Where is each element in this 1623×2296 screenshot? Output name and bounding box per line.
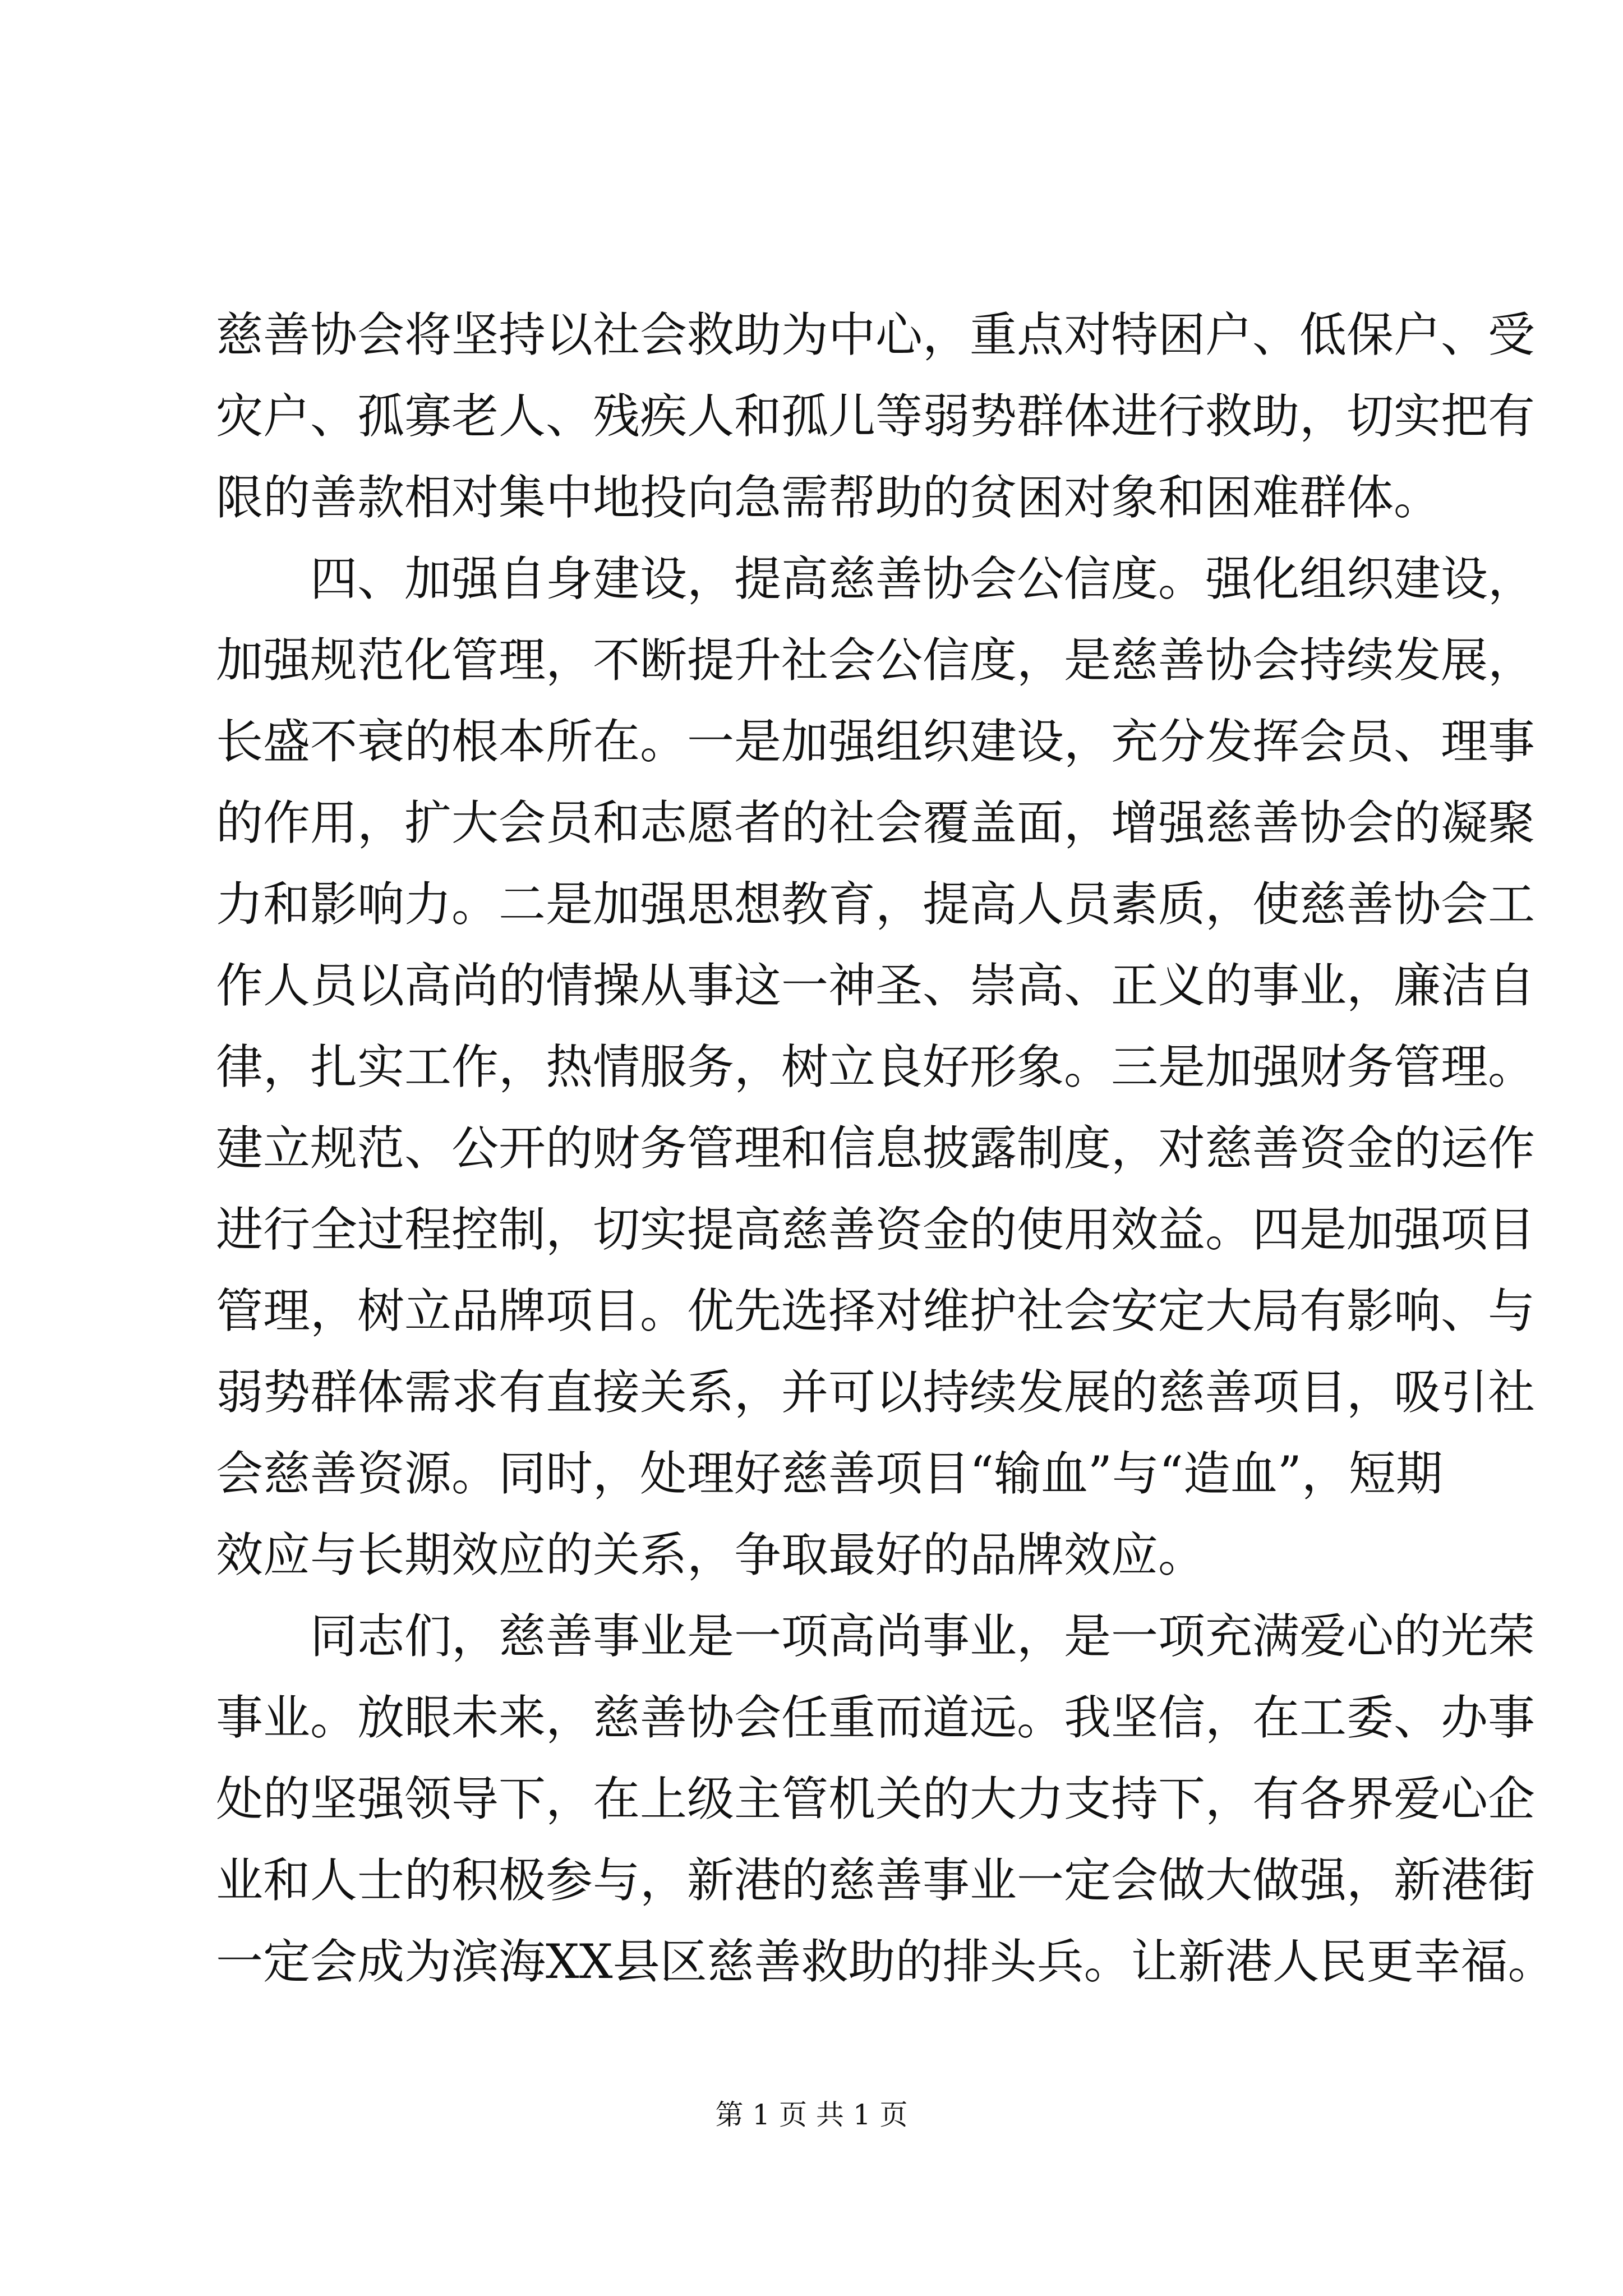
text-line: 灾户、孤寡老人、残疾人和孤儿等弱势群体进行救助，切实把有 — [216, 389, 1536, 444]
text-line: 限的善款相对集中地投向急需帮助的贫困对象和困难群体。 — [216, 470, 1441, 525]
document-body — [216, 295, 1555, 2003]
text-line: 同志们，慈善事业是一项高尚事业，是一项充满爱心的光荣 — [310, 1609, 1536, 1664]
page-number-label: 第 1 页 共 1 页 — [715, 2099, 908, 2131]
text-line: 弱势群体需求有直接关系，并可以持续发展的慈善项目，吸引社 — [216, 1365, 1536, 1420]
text-line: 进行全过程控制，切实提高慈善资金的使用效益。四是加强项目 — [216, 1202, 1536, 1257]
text-line: 长盛不衰的根本所在。一是加强组织建设，充分发挥会员、理事 — [216, 714, 1536, 769]
text-line: 管理，树立品牌项目。优先选择对维护社会安定大局有影响、与 — [216, 1283, 1536, 1338]
text-line: 业和人士的积极参与，新港的慈善事业一定会做大做强，新港街 — [216, 1853, 1536, 1908]
text-line: 事业。放眼未来，慈善协会任重而道远。我坚信，在工委、办事 — [216, 1690, 1536, 1745]
text-line: 四、加强自身建设，提高慈善协会公信度。强化组织建设， — [310, 551, 1536, 606]
page-footer — [0, 2095, 1623, 2134]
text-line: 慈善协会将坚持以社会救助为中心，重点对特困户、低保户、受 — [216, 307, 1536, 362]
text-line: 律，扎实工作，热情服务，树立良好形象。三是加强财务管理。 — [216, 1039, 1536, 1094]
text-line: 的作用，扩大会员和志愿者的社会覆盖面，增强慈善协会的凝聚 — [216, 795, 1536, 850]
text-line: 建立规范、公开的财务管理和信息披露制度，对慈善资金的运作 — [216, 1121, 1536, 1176]
text-line: 力和影响力。二是加强思想教育，提高人员素质，使慈善协会工 — [216, 877, 1536, 932]
paragraph — [216, 1596, 1555, 2003]
paragraph — [216, 539, 1536, 1596]
text-line: 效应与长期效应的关系，争取最好的品牌效应。 — [216, 1527, 1206, 1582]
paragraph — [216, 295, 1536, 539]
text-line: 作人员以高尚的情操从事这一神圣、崇高、正义的事业，廉洁自 — [216, 958, 1536, 1013]
text-line: 一定会成为滨海XX县区慈善救助的排头兵。让新港人民更幸福。 — [216, 1934, 1555, 1989]
text-line: 加强规范化管理，不断提升社会公信度，是慈善协会持续发展， — [216, 633, 1536, 688]
text-line: 会慈善资源。同时，处理好慈善项目“输血”与“造血”，短期 — [216, 1446, 1443, 1501]
text-line: 处的坚强领导下，在上级主管机关的大力支持下，有各界爱心企 — [216, 1772, 1536, 1826]
